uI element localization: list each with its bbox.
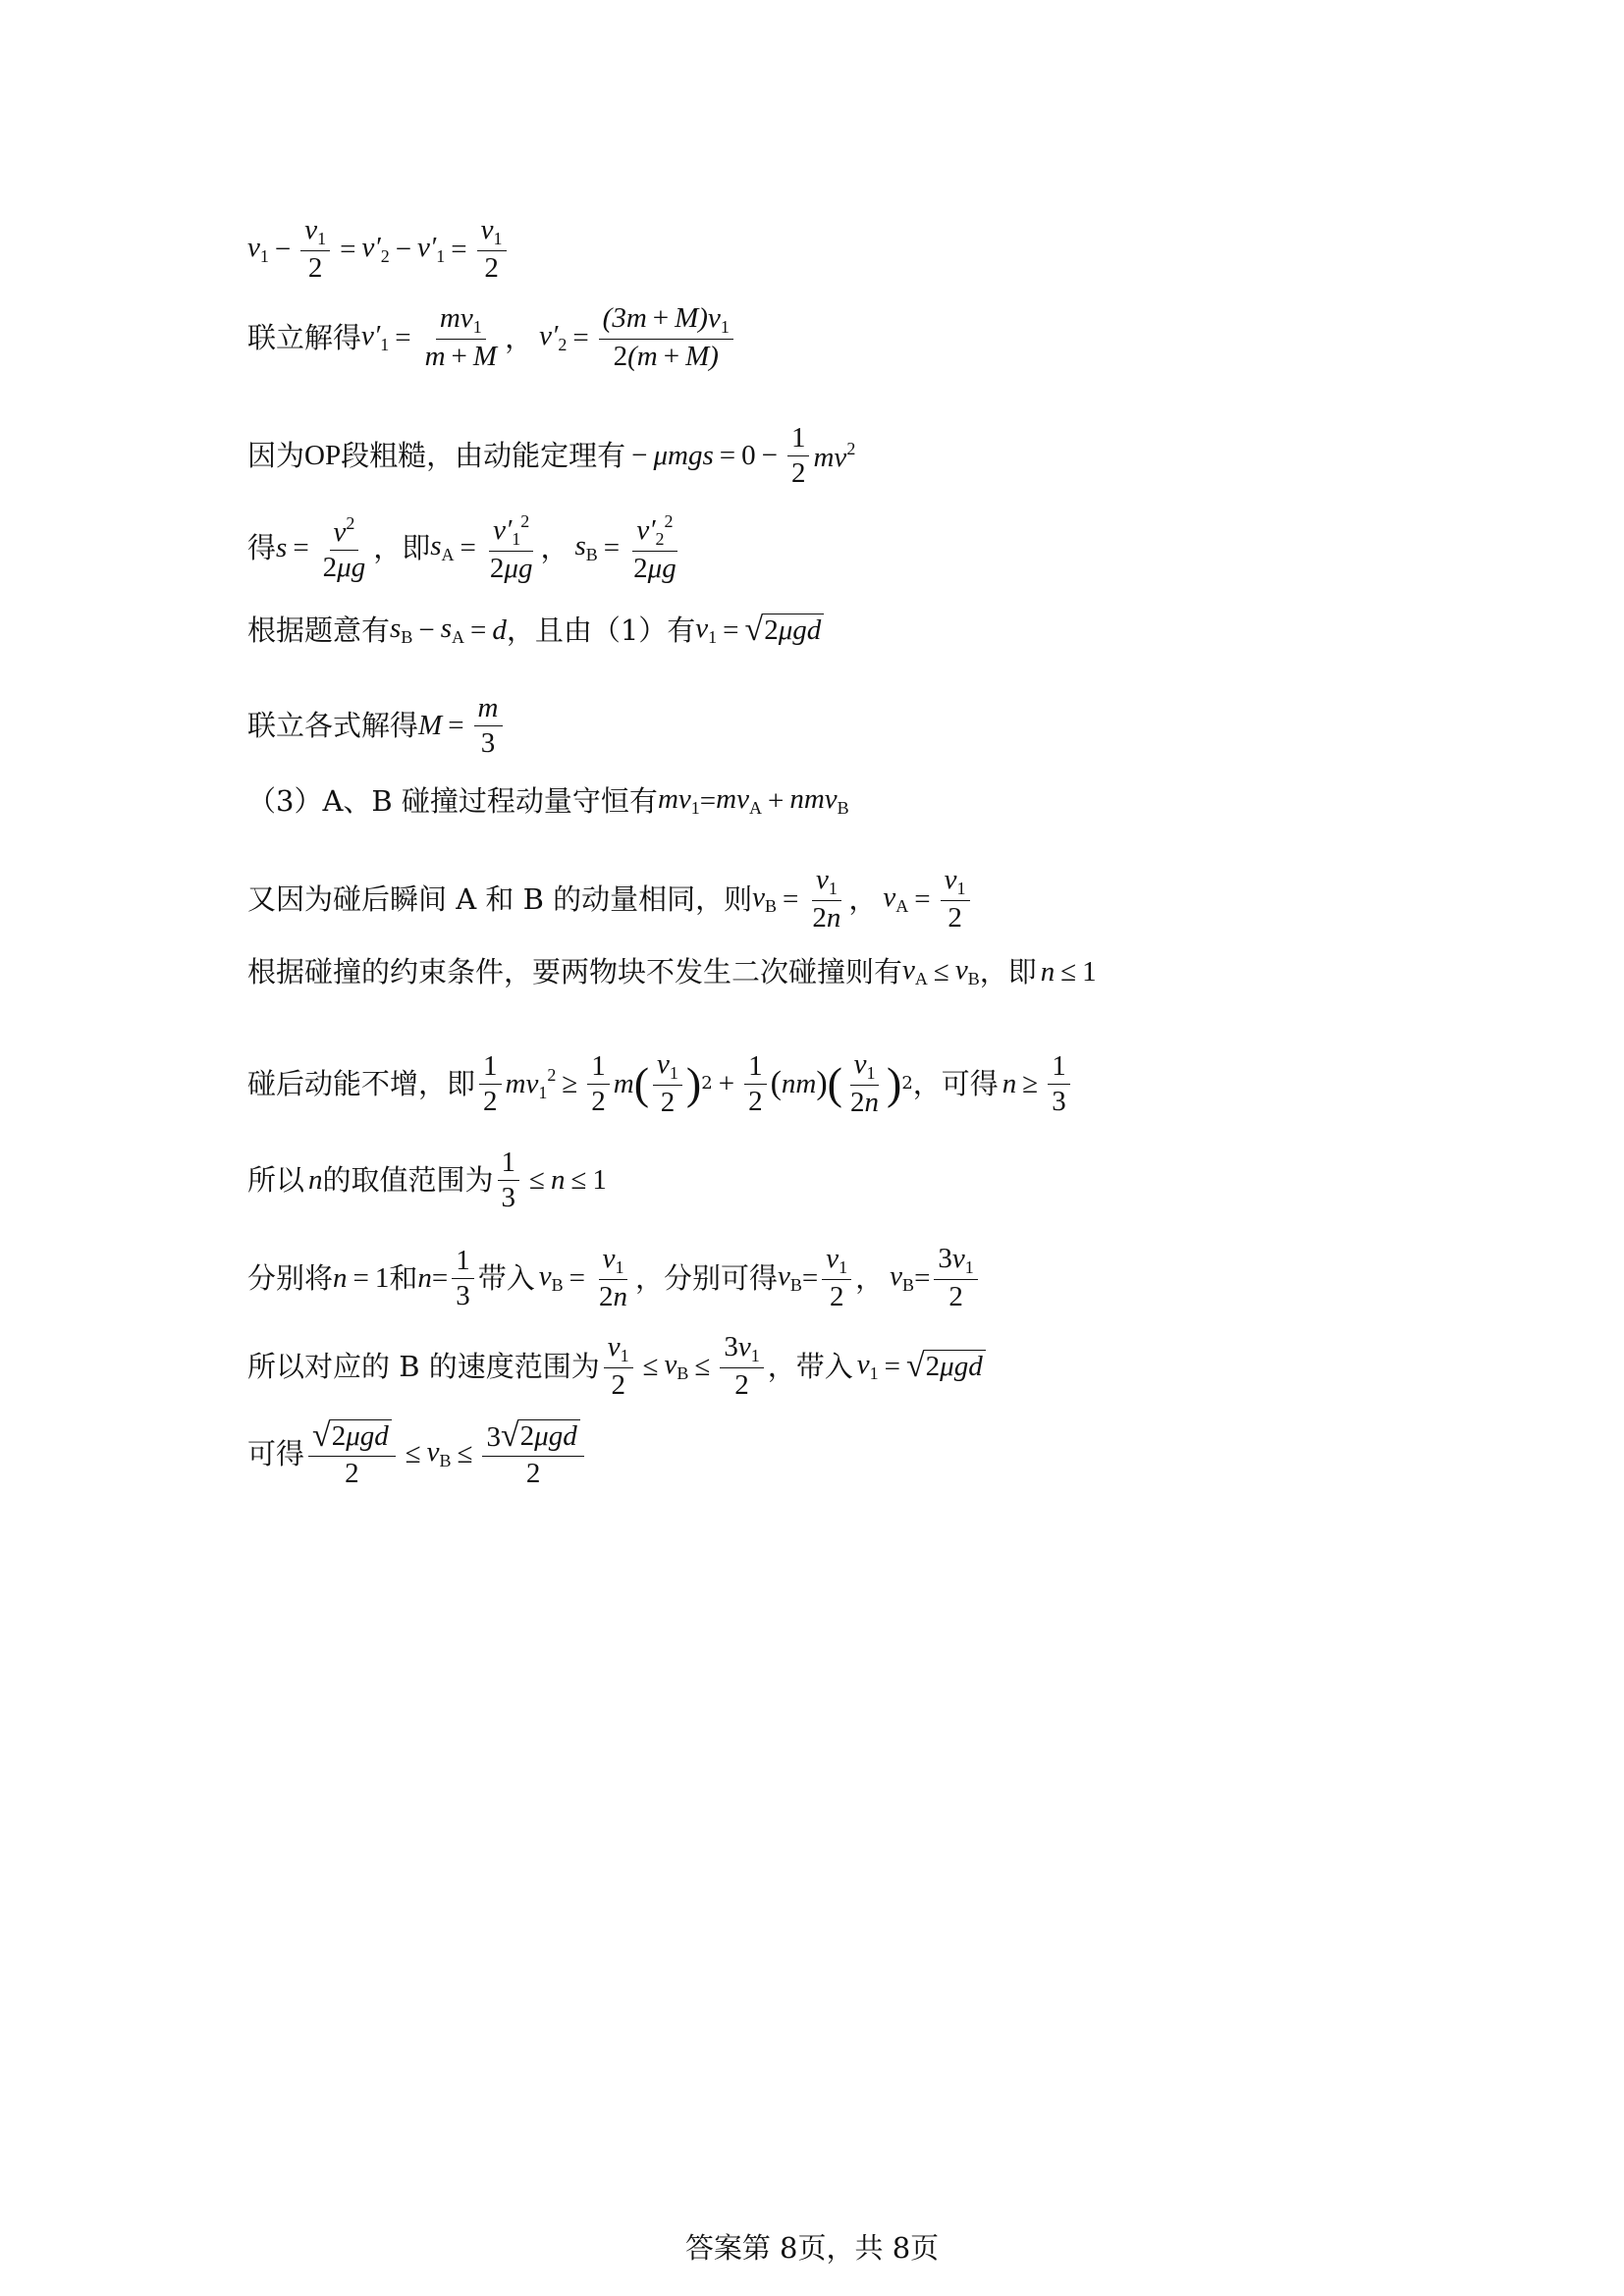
- text: 所以: [247, 1163, 305, 1197]
- final-result-line: 可得 √ 2μgd 2 ≤ $v_B$ ≤ 3 √ 2μgd 2: [247, 1419, 588, 1488]
- mass-result-line: 联立各式解得 M = $\frac{m}{3}$: [247, 694, 507, 758]
- condition-line: 根据题意有 $s_B$ − $s_A$ = d ，且由（1）有 $v_1$ = √ 2μgd: [247, 614, 824, 647]
- text: 可得: [247, 1436, 305, 1470]
- equation-relative-velocity: $v_1$ − $\frac{v_1}{2}$ = $v'_2$ − $v'_1$ = $\frac{v_1}{2}$: [247, 216, 511, 283]
- n-range-line: 所以 n 的取值范围为 $\frac{1}{3}$ ≤ n ≤ 1: [247, 1147, 607, 1213]
- text: ，即: [979, 954, 1037, 988]
- solve-velocities-line: 联立解得 $v'_1$ = $\frac{mv_1}{m + M}$ ， $v'_2$ = $\frac{(3m + M)v_1}{2(m + M)}$: [247, 304, 737, 371]
- text: 碰后动能不增，即: [247, 1066, 476, 1100]
- text: ，分别可得: [635, 1260, 779, 1295]
- text: 分别将: [247, 1260, 334, 1295]
- text: 和: [389, 1260, 418, 1295]
- separator: ，: [848, 881, 878, 916]
- separator: ，: [505, 320, 534, 354]
- text: 根据碰撞的约束条件，要两物块不发生二次碰撞则有: [247, 954, 903, 988]
- text: （3）A、B 碰撞过程动量守恒有: [247, 783, 658, 818]
- text: 段粗糙，由动能定理有: [341, 439, 626, 472]
- kinetic-energy-theorem-line: 因为 OP 段粗糙，由动能定理有 − μmgs = 0 − $\frac{1}{2}$ $mv^2$: [247, 422, 856, 489]
- text: ，可得: [912, 1066, 999, 1100]
- text: 得: [247, 530, 277, 564]
- text: 因为: [247, 439, 305, 472]
- text: 联立解得: [247, 320, 362, 354]
- equal-momentum-line: 又因为碰后瞬间 A 和 B 的动量相同，则 $v_B$ = $\frac{v_1}{2n}$ ， $v_A$ = $\frac{v_1}{2}$: [247, 866, 974, 933]
- separator: ，: [540, 530, 569, 564]
- text: 带入: [477, 1260, 535, 1295]
- distance-formula-line: 得 s = $\frac{v^2}{2\mu g}$ ，即 $s_A$ = $\frac{v'_1^2}{2\mu g}$ ， $s_B$ = $\frac{v'_2^2}{2\mu g}$: [247, 511, 677, 584]
- substitute-n-line: 分别将 n = 1 和 n = $\frac{1}{3}$ 带入 $v_B$ = $\frac{v_1}{2n}$ ，分别可得 $v_B$ = $\frac{v_1}{2}$ ， $v_B$ = $\frac{3v_1}{2}$: [247, 1245, 982, 1311]
- text: 联立各式解得: [247, 709, 419, 742]
- momentum-conservation-line: （3）A、B 碰撞过程动量守恒有 $mv_1$ = $mv_A$ + nmv$_B$: [247, 783, 849, 818]
- text: 根据题意有: [247, 613, 391, 647]
- separator: ，: [855, 1260, 885, 1295]
- text: OP: [304, 440, 342, 471]
- page-footer: 答案第 8页，共 8页: [684, 2231, 940, 2265]
- text: 所以对应的 B 的速度范围为: [247, 1349, 600, 1383]
- text: ，即: [373, 530, 431, 564]
- text: 又因为碰后瞬间 A 和 B 的动量相同，则: [247, 881, 753, 916]
- energy-non-increase-line: 碰后动能不增，即 $\frac{1}{2}$ $mv_1^2$ ≥ $\frac{1}{2}$ m ( $\frac{v_1}{2}$ ) 2 + $\frac{1}{2}$ ( nm ) ( $\frac{v_1}{2n}$ ) 2 ，可得 n ≥ $\frac{1}{3}$: [247, 1050, 1074, 1117]
- text: ，带入: [767, 1349, 853, 1383]
- text: ，且由（1）有: [506, 613, 696, 647]
- velocity-range-line: 所以对应的 B 的速度范围为 $\frac{v_1}{2}$ ≤ $v_B$ ≤ $\frac{3v_1}{2}$ ，带入 $v_1$ = √ 2μgd: [247, 1333, 986, 1400]
- no-second-collision-line: 根据碰撞的约束条件，要两物块不发生二次碰撞则有 $v_A$ ≤ $v_B$ ，即 n ≤ 1: [247, 954, 1097, 988]
- text: 的取值范围为: [322, 1163, 494, 1197]
